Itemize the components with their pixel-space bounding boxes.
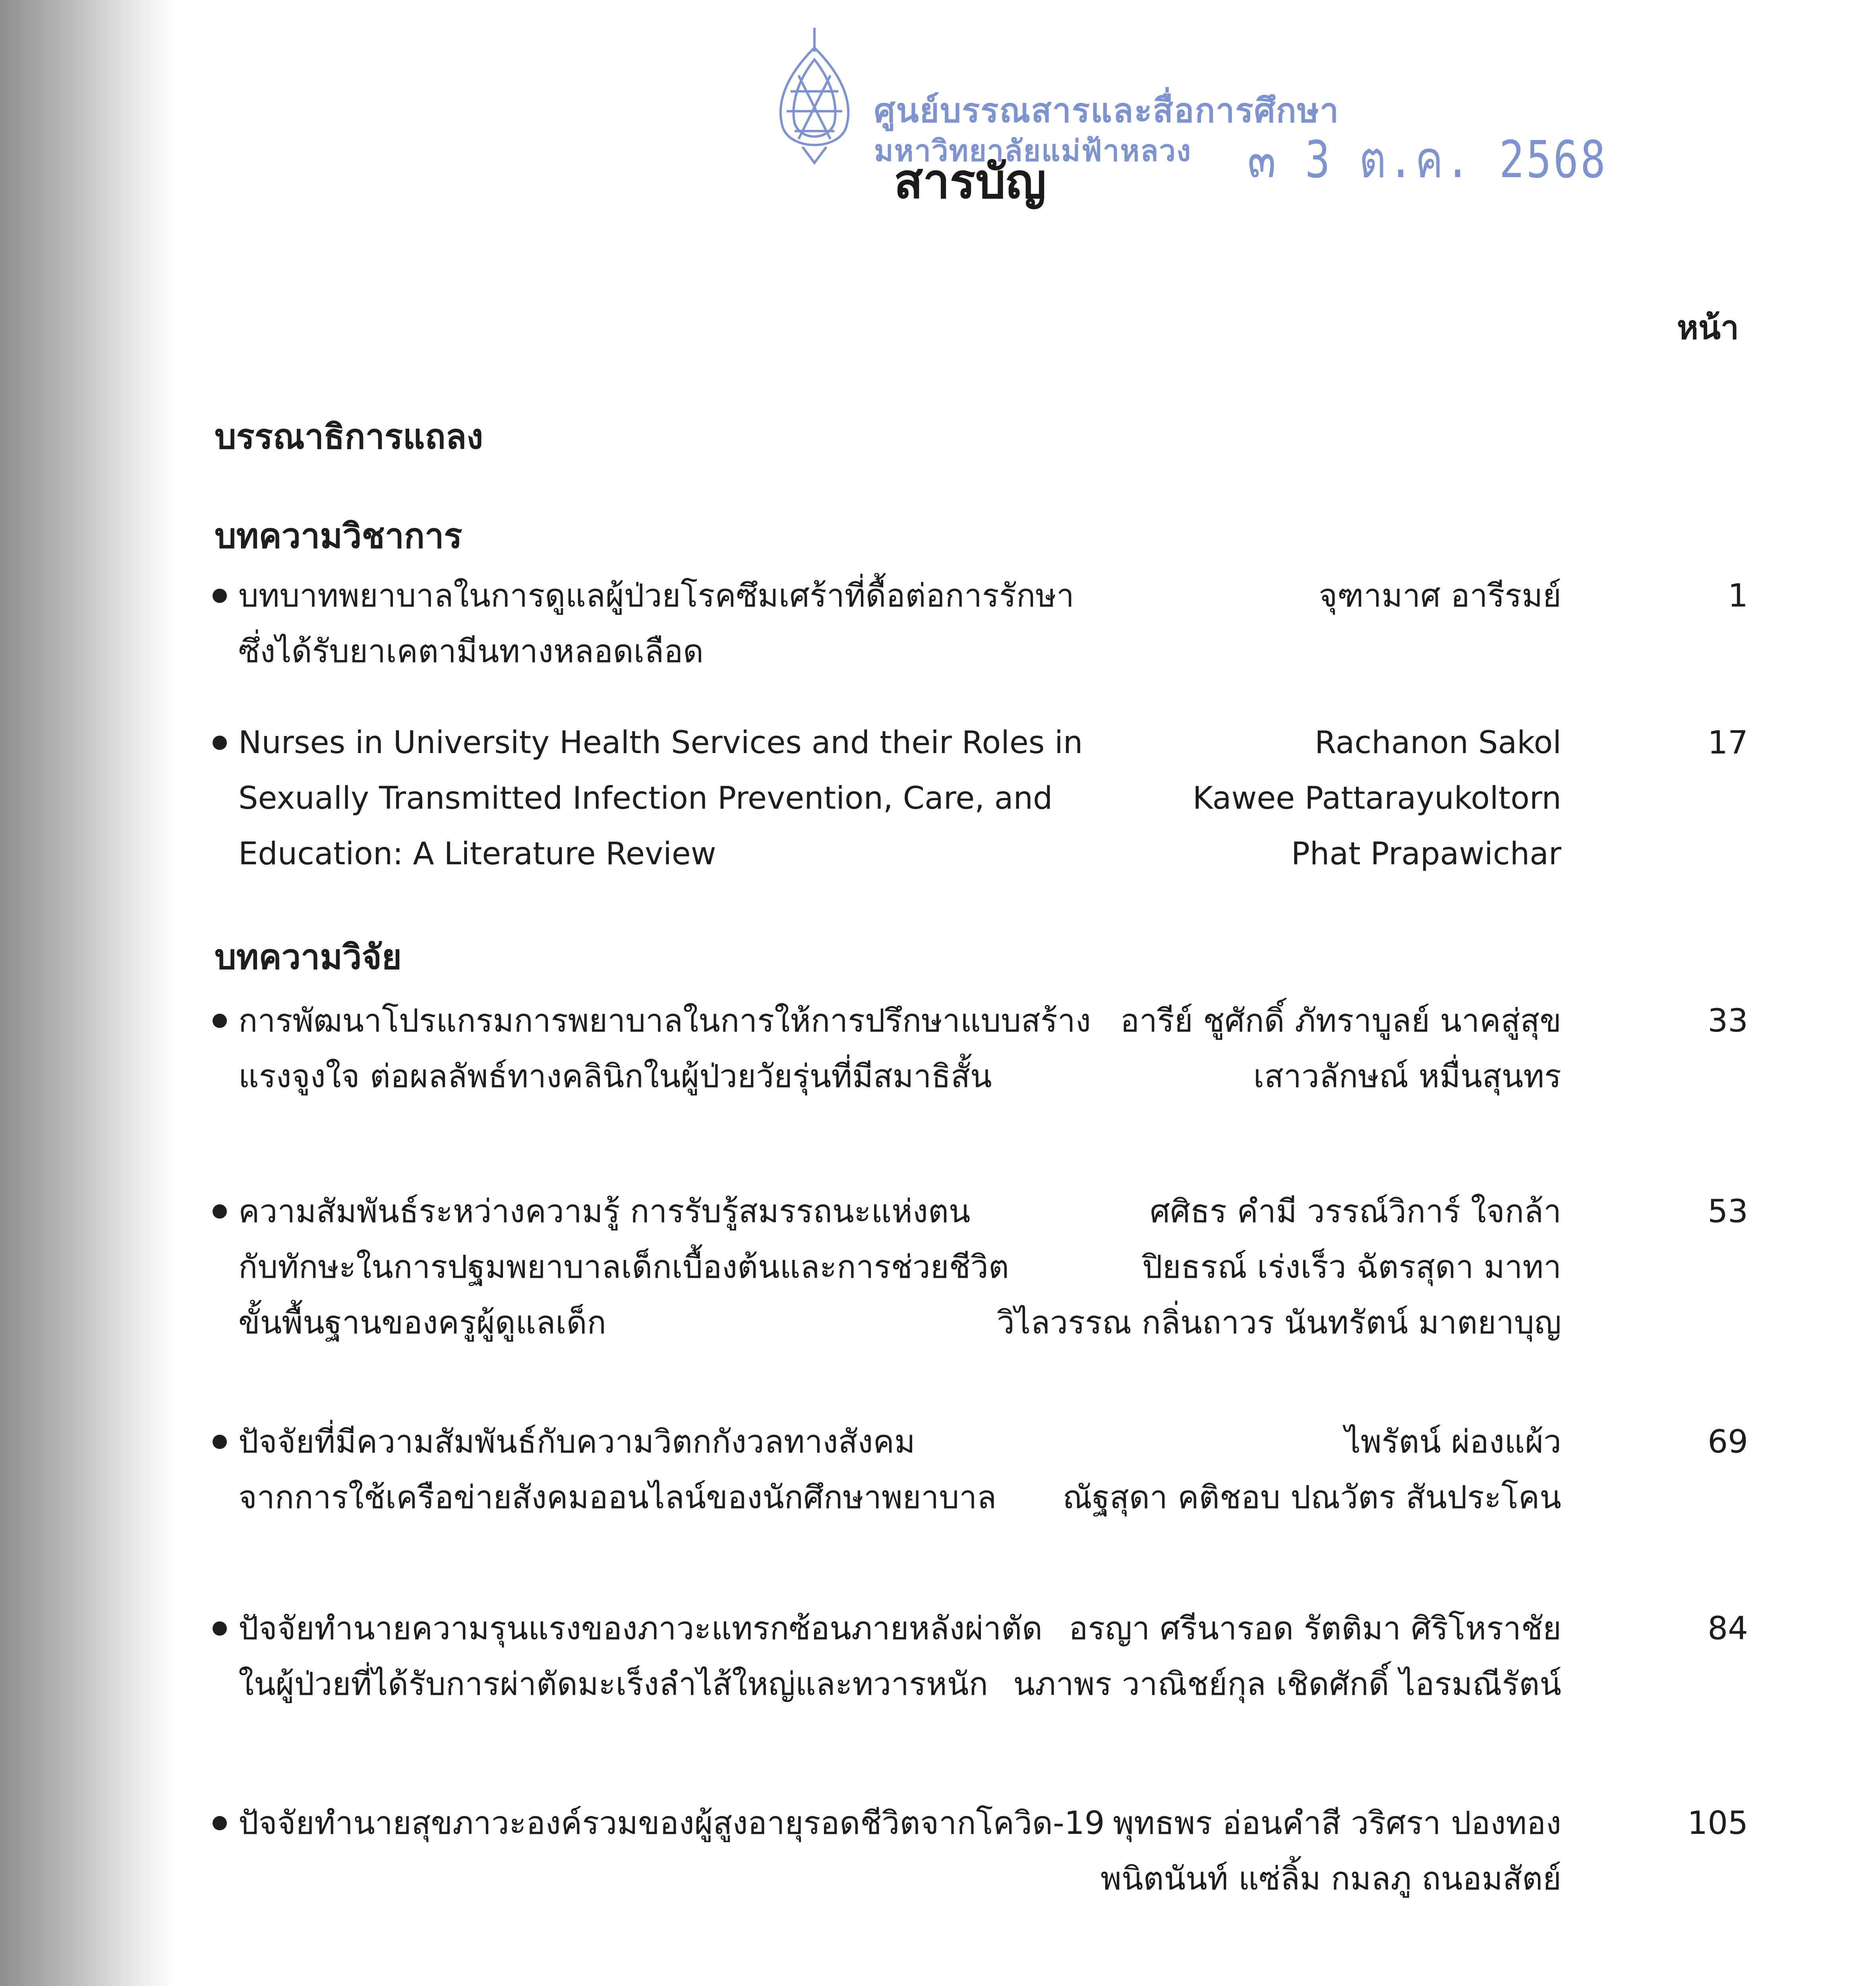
stamp-center-name: ศูนย์บรรณสารและสื่อการศึกษา (874, 91, 1340, 130)
toc-entry[interactable] (207, 1795, 1748, 1986)
page-column-header: หน้า (1677, 309, 1739, 347)
page-title: สารบัญ (894, 154, 1046, 209)
bullet-icon (213, 1435, 227, 1449)
bullet-icon (213, 1816, 227, 1830)
entry-authors: Rachanon Sakol Kawee Pattarayukoltorn Phat Prapawichar (1192, 725, 1561, 872)
entry-page-number: 105 (1687, 1804, 1748, 1841)
entry-authors: พุทธพร อ่อนคำสี วริศรา ปองทอง พนิตนันท์ แซ่ลิ้ม กมลภู ถนอมสัตย์ (1100, 1804, 1561, 1897)
entry-page-number: 17 (1708, 724, 1748, 761)
entry-page-number: 84 (1708, 1610, 1748, 1647)
stamp-university-name: มหาวิทยาลัยแม่ฟ้าหลวง (874, 134, 1192, 168)
entry-title[interactable]: การพัฒนาโปรแกรมการพยาบาลในการให้การปรึกษาแบบสร้าง แรงจูงใจ ต่อผลลัพธ์ทางคลินิกในผู้ป่วยวัยรุ่นที่มีสมาธิสั้น (238, 1002, 1091, 1095)
entry-page-number: 1 (1728, 577, 1748, 614)
entry-page-number: 53 (1708, 1193, 1748, 1230)
bullet-icon (213, 1621, 227, 1636)
scan-binding-shadow (0, 0, 175, 1986)
stamp-date: ๓ 3 ต.ค. 2568 (1247, 130, 1607, 189)
entry-authors: ศศิธร คำมี วรรณ์วิการ์ ใจกล้า ปิยธรณ์ เร่งเร็ว ฉัตรสุดา มาทา วิไลวรรณ กลิ่นถาวร นันทรัตน์ มาตยาบุญ (996, 1193, 1561, 1341)
entry-authors: ไพรัตน์ ผ่องแผ้ว ณัฐสุดา คติชอบ ปณวัตร สันประโคน (1062, 1423, 1561, 1516)
entry-page-number: 69 (1708, 1423, 1748, 1460)
entry-title[interactable]: บทบาทพยาบาลในการดูแลผู้ป่วยโรคซึมเศร้าที่ดื้อต่อการรักษา ซึ่งได้รับยาเคตามีนทางหลอดเลือด (238, 577, 1074, 670)
toc-entry[interactable] (207, 1184, 1748, 1422)
entry-title[interactable]: ปัจจัยทำนายสุขภาวะองค์รวมของผู้สูงอายุรอดชีวิตจากโควิด-19 (238, 1804, 1105, 1841)
entry-authors: จุฑามาศ อารีรมย์ (1319, 577, 1561, 614)
entry-title[interactable]: ปัจจัยที่มีความสัมพันธ์กับความวิตกกังวลทางสังคม จากการใช้เครือข่ายสังคมออนไลน์ของนักศึกษาพยาบาล (238, 1423, 997, 1516)
bullet-icon (213, 736, 227, 750)
university-seal-icon (767, 24, 862, 167)
entry-title[interactable]: ปัจจัยทำนายความรุนแรงของภาวะแทรกซ้อนภายหลังผ่าตัด ในผู้ป่วยที่ได้รับการผ่าตัดมะเร็งลำไส้ใหญ่และทวารหนัก (238, 1610, 1043, 1702)
toc-entry[interactable] (207, 715, 1748, 953)
entry-page-number: 33 (1708, 1002, 1748, 1039)
bullet-icon (213, 1014, 227, 1028)
entry-title[interactable]: Nurses in University Health Services and their Roles in Sexually Transmitted Infection Prevention, Care, and Education: A Literature Review (238, 725, 1083, 872)
section-heading-academic-articles: บทความวิชาการ (215, 516, 462, 556)
bullet-icon (213, 1204, 227, 1219)
section-heading-editorial: บรรณาธิการแถลง (215, 417, 484, 457)
entry-authors: อารีย์ ชูศักดิ์ ภัทราบูลย์ นาคสู่สุข เสาวลักษณ์ หมื่นสุนทร (1120, 1002, 1561, 1095)
section-heading-research-articles: บทความวิจัย (215, 937, 402, 977)
entry-authors: อรญา ศรีนารอด รัตติมา ศิริโหราชัย นภาพร วาณิชย์กุล เชิดศักดิ์ ไอรมณีรัตน์ (1013, 1610, 1561, 1702)
bullet-icon (213, 589, 227, 603)
entry-title[interactable]: ความสัมพันธ์ระหว่างความรู้ การรับรู้สมรรถนะแห่งตน กับทักษะในการปฐมพยาบาลเด็กเบื้องต้นและการช่วยชีวิต ขั้นพื้นฐานของครูผู้ดูแลเด็ก (238, 1193, 1009, 1341)
